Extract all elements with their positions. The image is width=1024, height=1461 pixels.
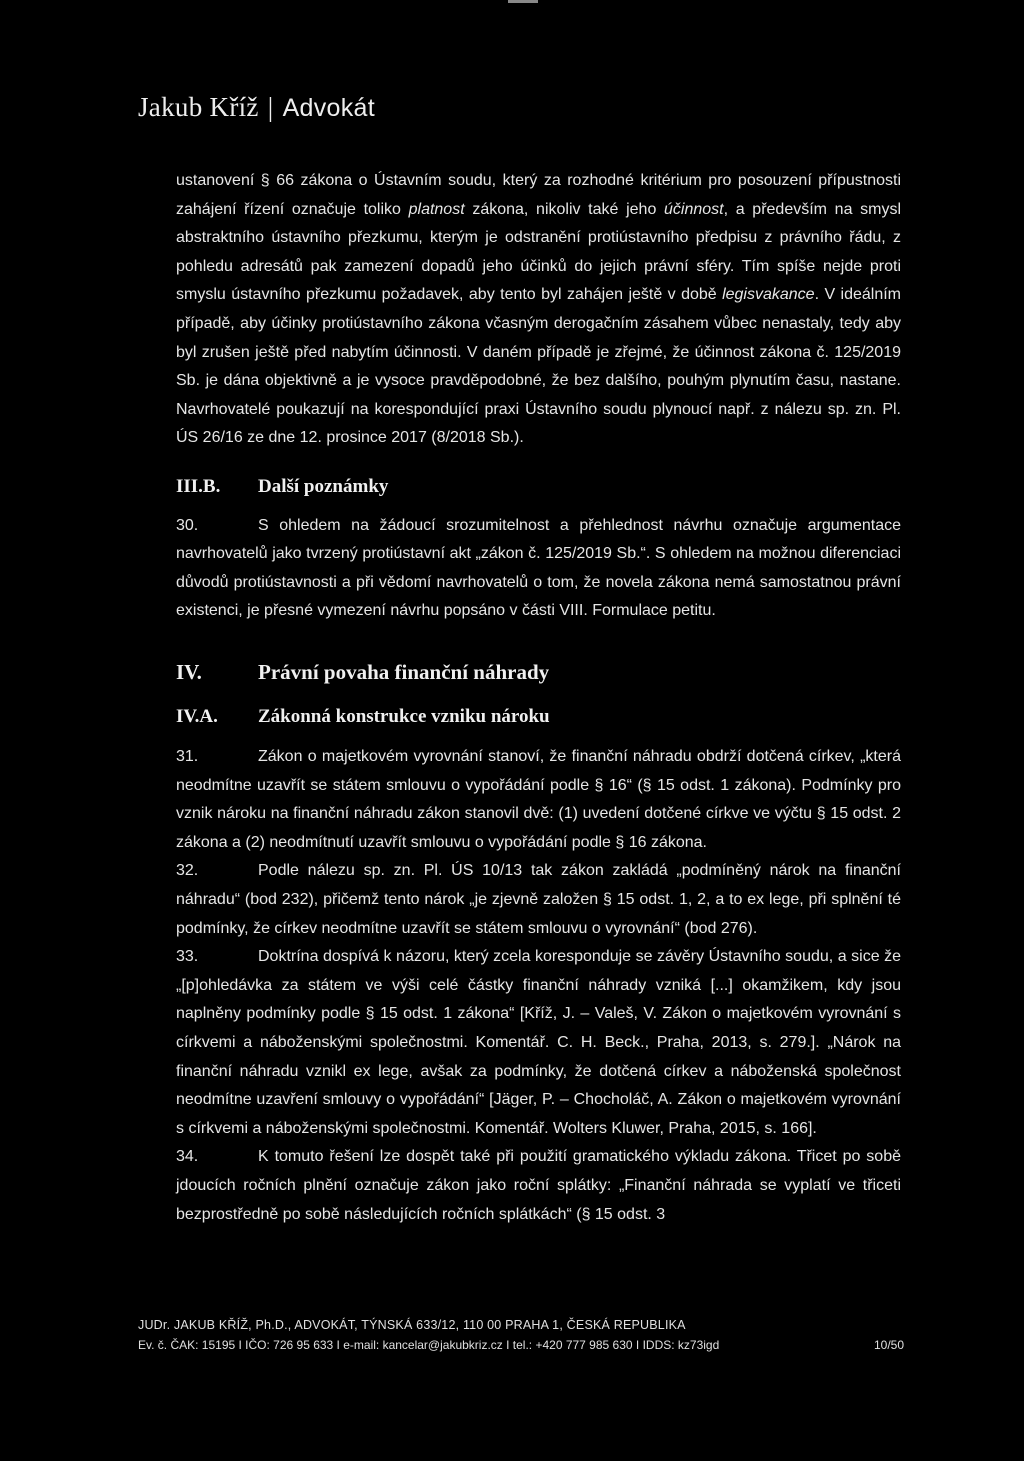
paragraph-31: 31. Zákon o majetkovém vyrovnání stanoví, že finanční náhradu obdrží dotčená církev, „která neodmítne uzavřít se státem smlouvu o vypořádání podle § 16“ (§ 15 odst. 1 zákona). Podmínky pro vznik nároku na finanční náhradu zákon stanovil dvě: (1) uvedení dotčené církve ve výčtu § 15 odst. 2 zákona a (2) neodmítnutí uzavřít smlouvu o vypořádání podle § 16 zákona.	[176, 743, 901, 857]
paragraph-number: 30.	[176, 516, 199, 534]
section-heading-IVA	[176, 703, 901, 732]
section-heading-IIIB	[176, 473, 901, 502]
paragraph-32: 32. Podle nálezu sp. zn. Pl. ÚS 10/13 tak zákon zakládá „podmíněný nárok na finanční náhradu“ (bod 232), přičemž tento nárok „je zjevně založen § 15 odst. 1, 2, a to ex lege, při splnění té podmínky, že církev neodmítne uzavřít se státem smlouvu o vyrovnání“ (bod 276).	[176, 857, 901, 943]
section-title: Právní povaha finanční náhrady	[258, 659, 550, 684]
lawyer-role: Advokát	[282, 94, 375, 122]
lawyer-name: Jakub Kříž	[138, 92, 259, 122]
header-separator: |	[267, 92, 274, 122]
paragraph-30: 30. S ohledem na žádoucí srozumitelnost a přehlednost návrhu označuje argumentace navrhovatelů jako tvrzený protiústavní akt „zákon č. 125/2019 Sb.“. S ohledem na možnou diferenciaci důvodů protiústavnosti a při vědomí navrhovatelů o tom, že novela zákona nemá samostatnou právní existenci, je přesné vymezení návrhu popsáno v části VIII. Formulace petitu.	[176, 512, 901, 626]
page-number: 10/50	[873, 1338, 904, 1352]
section-label: III.B.	[176, 475, 221, 497]
section-title: Zákonná konstrukce vzniku nároku	[258, 705, 550, 727]
top-edge-mark	[508, 0, 538, 3]
section-heading-IV	[176, 658, 901, 687]
section-label: IV.A.	[176, 705, 218, 727]
footer-contact: Ev. č. ČAK: 15195 I IČO: 726 95 633 I e-mail: kancelar@jakubkriz.cz I tel.: +420 777 985 630 I IDDS: kz73igd	[138, 1338, 720, 1352]
section-label: IV.	[176, 659, 202, 684]
paragraph-34: 34. K tomuto řešení lze dospět také při použití gramatického výkladu zákona. Třicet po sobě jdoucích ročních plnění označuje zákon jako roční splátky: „Finanční náhrada se vyplatí ve třiceti bezprostředně po sobě následujících ročních splátkách“ (§ 15 odst. 3	[176, 1143, 901, 1229]
footer-address: JUDr. JAKUB KŘÍŽ, Ph.D., ADVOKÁT, TÝNSKÁ 633/12, 110 00 PRAHA 1, ČESKÁ REPUBLIKA	[138, 1318, 686, 1332]
footer-contact-row	[138, 1338, 904, 1352]
paragraph-number: 33.	[176, 948, 199, 966]
paragraph-33: 33. Doktrína dospívá k názoru, který zcela koresponduje se závěry Ústavního soudu, a sice že „[p]ohledávka za státem ve výši celé částky finanční náhrady vzniká [...] okamžikem, kdy jsou naplněny podmínky podle § 15 odst. 1 zákona“ [Kříž, J. – Valeš, V. Zákon o majetkovém vyrovnání s církvemi a náboženskými společnostmi. Komentář. C. H. Beck., Praha, 2013, s. 279.]. „Nárok na finanční náhradu vznikl ex lege, avšak za podmínky, že dotčená církev a náboženská společnost neodmítne uzavření smlouvy o vypořádání“ [Jäger, P. – Chocholáč, A. Zákon o majetkovém vyrovnání s církvemi a náboženskými společnostmi. Komentář. Wolters Kluwer, Praha, 2015, s. 166].	[176, 943, 901, 1143]
paragraph-number: 34.	[176, 1148, 199, 1166]
paragraph-number: 31.	[176, 748, 199, 766]
document-body	[176, 167, 901, 1229]
paragraph-number: 32.	[176, 862, 199, 880]
section-title: Další poznámky	[258, 475, 389, 497]
page-footer	[138, 1318, 904, 1352]
intro-paragraph: ustanovení § 66 zákona o Ústavním soudu, který za rozhodné kritérium pro posouzení přípustnosti zahájení řízení označuje toliko platnost zákona, nikoliv také jeho účinnost, a především na smysl abstraktního ústavního přezkumu, kterým je odstranění protiústavního předpisu z právního řádu, z pohledu adresátů pak zamezení dopadů jeho účinků do jejich právní sféry. Tím spíše nejde proti smyslu ústavního přezkumu požadavek, aby tento byl zahájen ještě v době legisvakance. V ideálním případě, aby účinky protiústavního zákona včasným derogačním zásahem vůbec nenastaly, tedy aby byl zrušen ještě před nabytím účinnosti. V daném případě je zřejmé, že účinnost zákona č. 125/2019 Sb. je dána objektivně a je vysoce pravděpodobné, že bez dalšího, pouhým plynutím času, nastane. Navrhovatelé poukazují na korespondující praxi Ústavního soudu plynoucí např. z nálezu sp. zn. Pl. ÚS 26/16 ze dne 12. prosince 2017 (8/2018 Sb.).	[176, 172, 902, 447]
letterhead	[138, 92, 375, 123]
